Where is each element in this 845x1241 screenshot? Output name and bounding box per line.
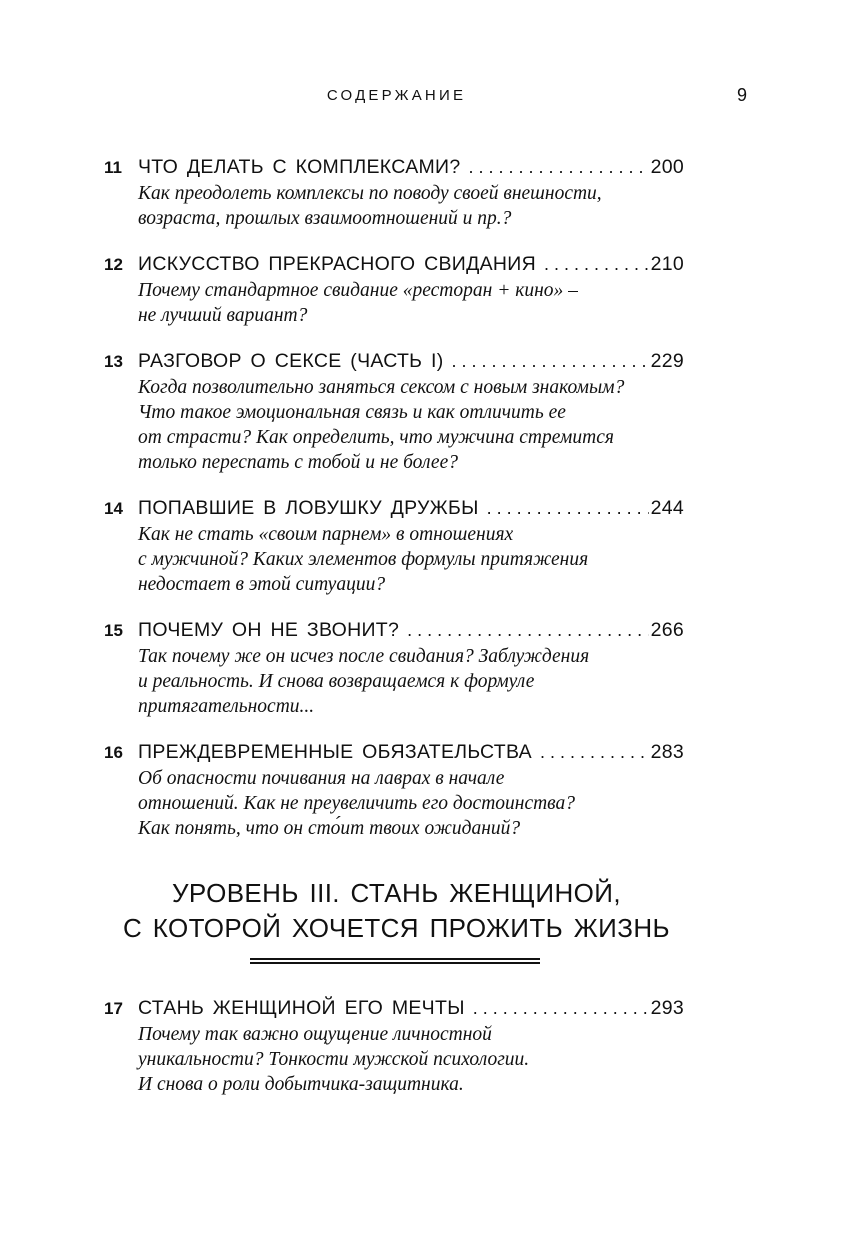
chapter-title: ИСКУССТВО ПРЕКРАСНОГО СВИДАНИЯ (138, 253, 536, 275)
page-number: 9 (736, 85, 747, 105)
chapter-description: Почему так важно ощущение личностной уникальности? Тонкости мужской психологии. И снова о роли добытчика-защитника. (138, 1024, 530, 1095)
chapter-title: ПОПАВШИЕ В ЛОВУШКУ ДРУЖБЫ (138, 497, 479, 519)
toc-entry-16[interactable] (104, 741, 684, 841)
chapter-description: Так почему же он исчез после свидания? Заблуждения и реальность. И снова возвращаемся к формуле притягательности... (138, 646, 590, 717)
page-header-title: СОДЕРЖАНИЕ (326, 87, 467, 104)
toc-entry-heading (104, 497, 684, 523)
toc-entry-heading (104, 741, 684, 767)
chapter-number: 17 (104, 999, 123, 1018)
toc-entry-heading (104, 156, 684, 182)
chapter-page-number: 283 (650, 741, 684, 763)
chapter-title: ПРЕЖДЕВРЕМЕННЫЕ ОБЯЗАТЕЛЬСТВА (138, 741, 532, 763)
chapter-title: СТАНЬ ЖЕНЩИНОЙ ЕГО МЕЧТЫ (138, 997, 465, 1019)
section-heading-line-1: УРОВЕНЬ III. СТАНЬ ЖЕНЩИНОЙ, (171, 878, 621, 908)
toc-entry-heading (104, 253, 684, 279)
dot-leader (461, 157, 649, 178)
toc-entry-14[interactable] (104, 497, 684, 597)
chapter-page-number: 293 (650, 997, 684, 1019)
chapter-title: РАЗГОВОР О СЕКСЕ (ЧАСТЬ I) (138, 350, 444, 372)
dot-leader (399, 620, 648, 641)
section-heading-line-2: С КОТОРОЙ ХОЧЕТСЯ ПРОЖИТЬ ЖИЗНЬ (123, 913, 670, 943)
toc-entry-13[interactable] (104, 350, 684, 475)
chapter-page-number: 266 (650, 619, 684, 641)
divider-line (250, 962, 540, 964)
chapter-number: 15 (104, 621, 123, 640)
chapter-title: ПОЧЕМУ ОН НЕ ЗВОНИТ? (138, 619, 400, 641)
chapter-description: Об опасности почивания на лаврах в начале отношений. Как не преувеличить его достоинства? Как понять, что он сто́ит твоих ожиданий? (138, 768, 576, 839)
toc-entry-11[interactable] (104, 156, 684, 231)
chapter-number: 13 (104, 352, 123, 371)
dot-leader (444, 351, 649, 372)
chapter-description: Как преодолеть комплексы по поводу своей внешности, возраста, прошлых взаимоотношений и пр.? (138, 183, 602, 229)
section-divider (250, 958, 540, 968)
chapter-description: Как не стать «своим парнем» в отношениях с мужчиной? Каких элементов формулы притяжения недостает в этой ситуации? (138, 524, 589, 595)
dot-leader (465, 998, 649, 1019)
dot-leader (536, 254, 649, 275)
toc-entry-15[interactable] (104, 619, 684, 719)
toc-entry-17[interactable] (104, 997, 684, 1097)
chapter-number: 12 (104, 255, 123, 274)
dot-leader (479, 498, 649, 519)
toc-entry-heading (104, 350, 684, 376)
chapter-description: Почему стандартное свидание «ресторан + кино» – не лучший вариант? (138, 280, 578, 326)
divider-line (250, 958, 540, 960)
chapter-title: ЧТО ДЕЛАТЬ С КОМПЛЕКСАМИ? (138, 156, 461, 178)
chapter-number: 11 (104, 158, 122, 177)
section-heading (0, 876, 793, 946)
chapter-number: 14 (104, 499, 123, 518)
chapter-number: 16 (104, 743, 123, 762)
dot-leader (532, 742, 649, 763)
chapter-page-number: 229 (650, 350, 684, 372)
toc-entry-12[interactable] (104, 253, 684, 328)
toc-entry-heading (104, 619, 684, 645)
chapter-page-number: 210 (650, 253, 684, 275)
toc-entry-heading (104, 997, 684, 1023)
chapter-page-number: 244 (650, 497, 684, 519)
chapter-page-number: 200 (650, 156, 684, 178)
chapter-description: Когда позволительно заняться сексом с новым знакомым? Что такое эмоциональная связь и как отличить ее от страсти? Как определить, что мужчина стремится только переспать с тобой и не более? (138, 377, 625, 473)
